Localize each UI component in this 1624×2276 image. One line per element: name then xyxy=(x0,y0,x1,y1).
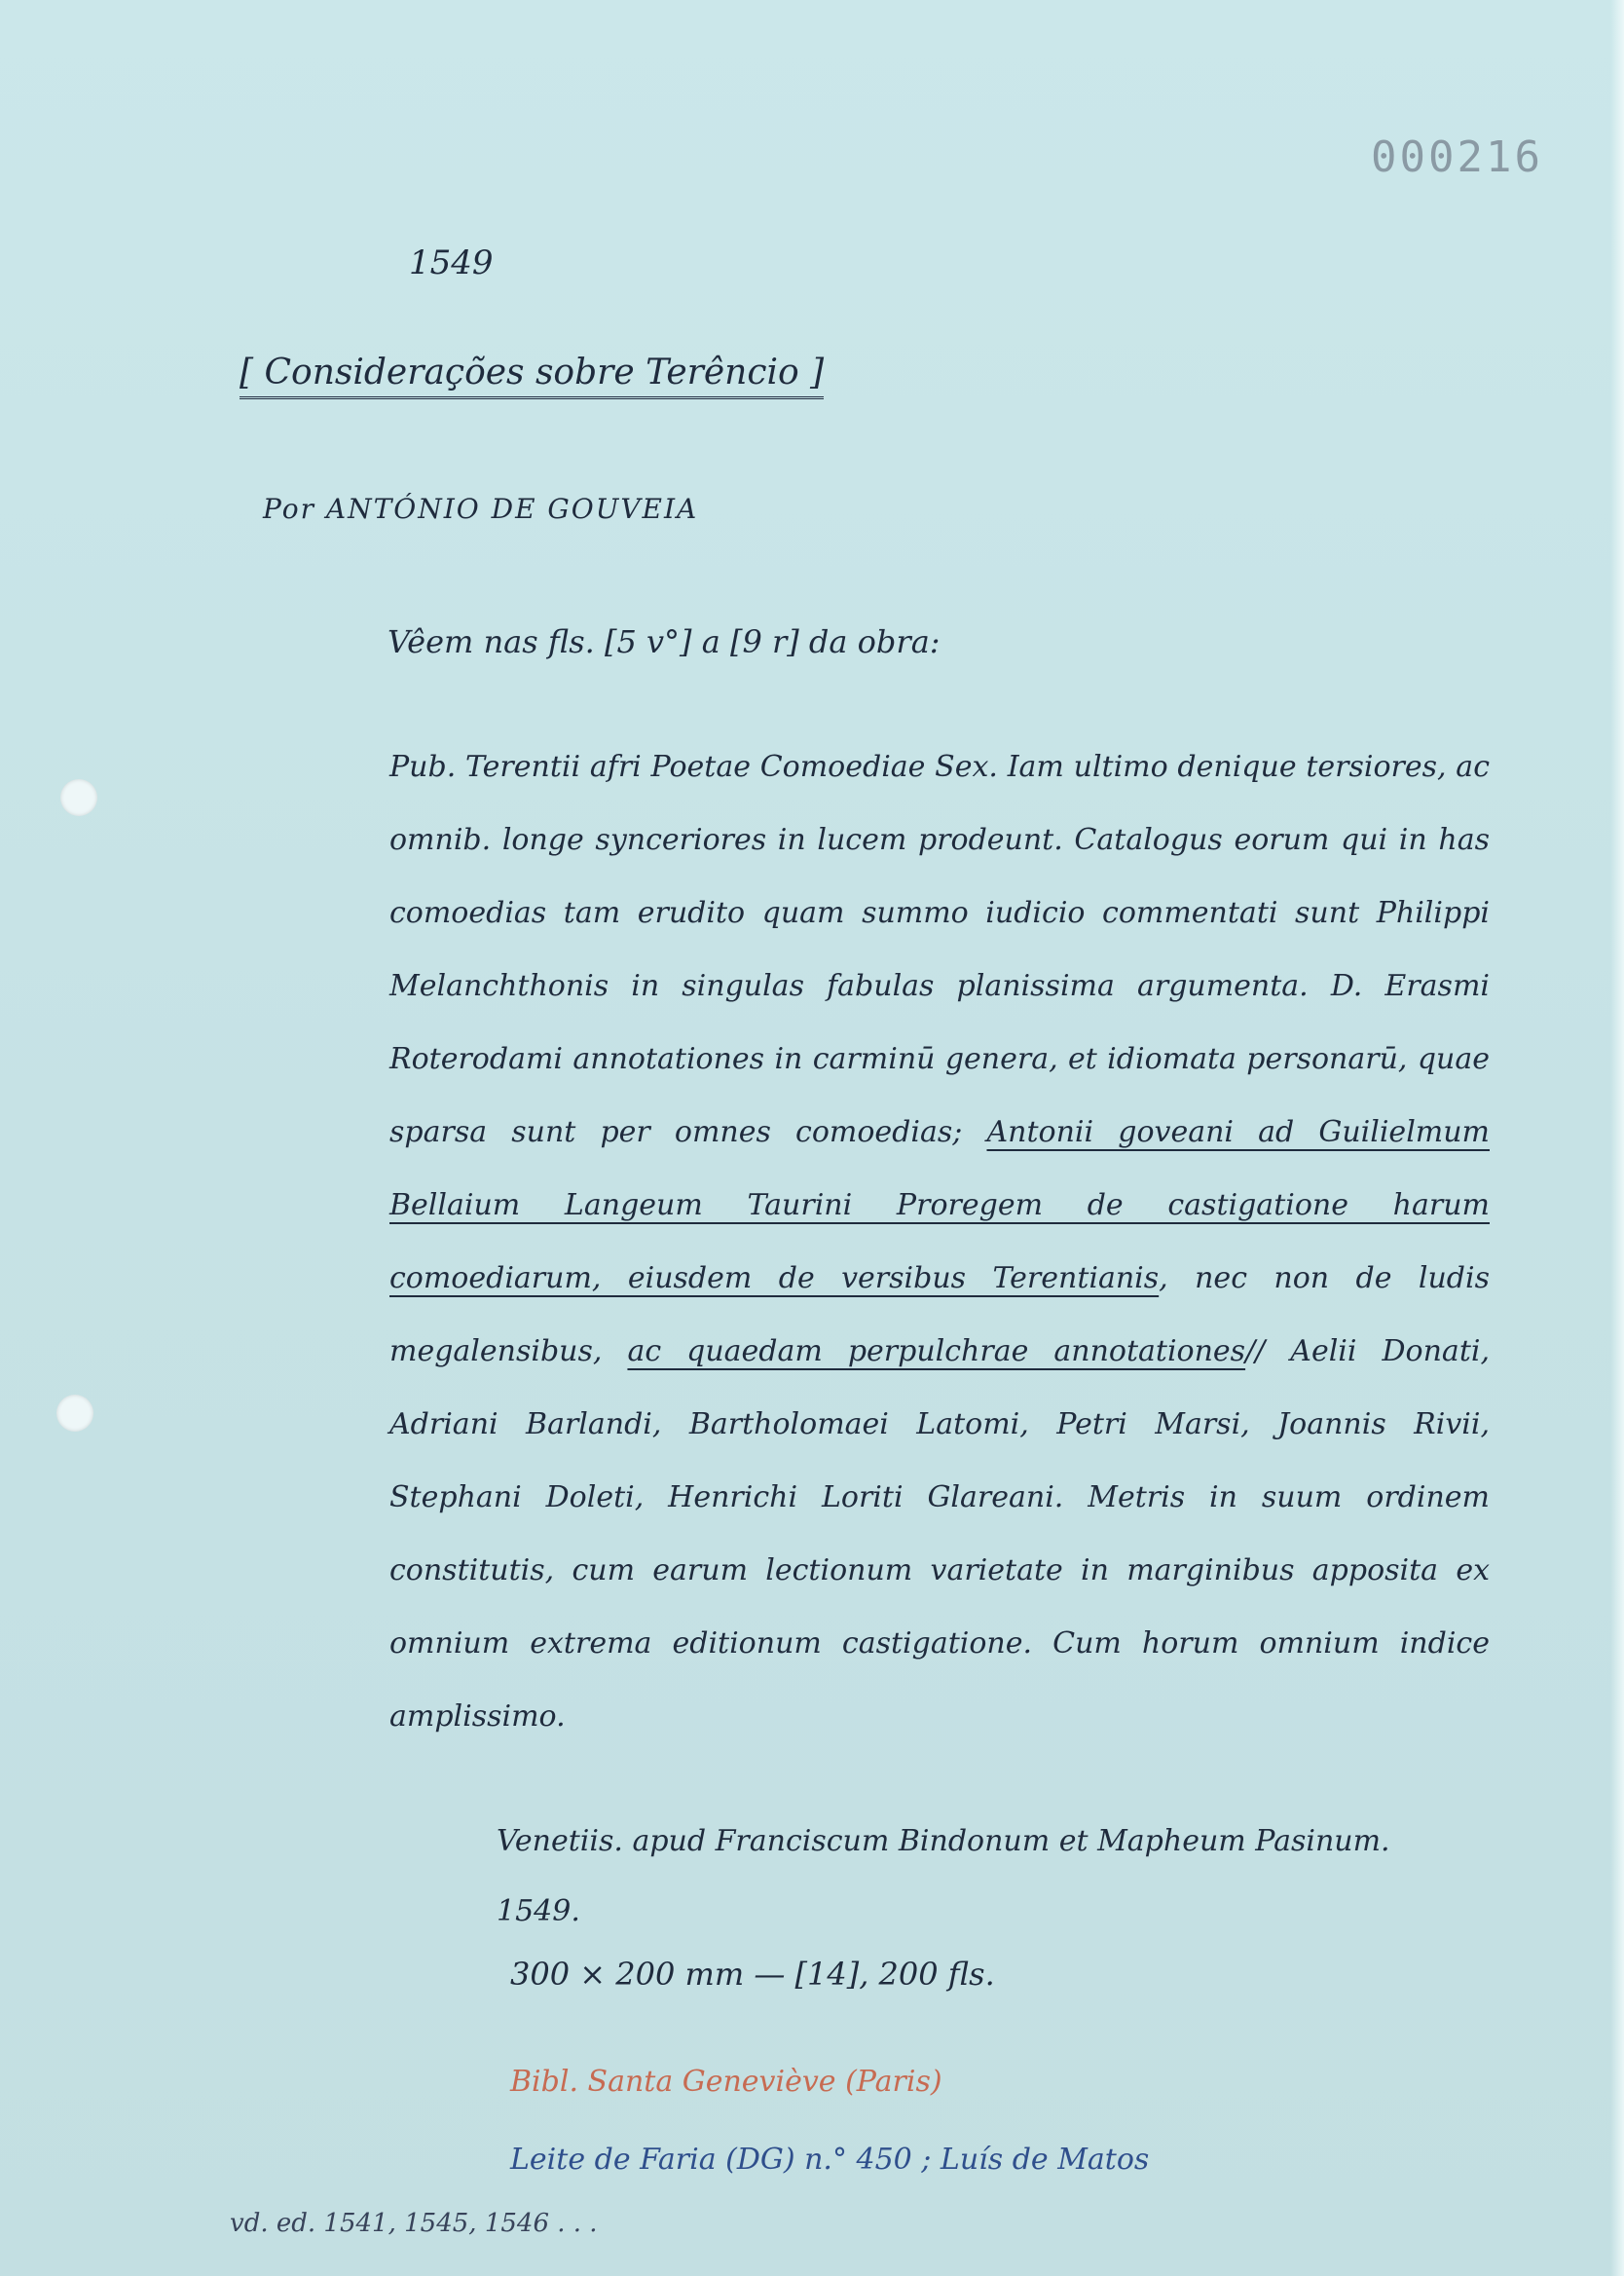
bibliographic-reference: Leite de Faria (DG) n.° 450 ; Luís de Matos xyxy=(510,2143,1150,2177)
archive-stamp-number: 000216 xyxy=(1371,132,1543,182)
punch-hole-bottom xyxy=(56,1395,93,1432)
year-heading: 1549 xyxy=(409,243,494,282)
body-text-part1: Pub. Terentii afri Poetae Comoediae Sex. Iam ultimo denique tersiores, ac omnib. longe synceriores in lucem prodeunt. Catalogus eorum qui in has comoedias tam erudito quam summo iudicio commentati sunt Philippi Melanchthonis in singulas fabulas planissima argumenta. D. Erasmi Roterodami annotationes in carminū genera, et idiomata personarū, quae sparsa sunt per omnes comoedias; xyxy=(389,750,1490,1149)
body-text-part2: , nec non de ludis megalensibus, xyxy=(389,1261,1490,1368)
work-title-transcription xyxy=(389,730,1490,1753)
imprint-year: 1549. xyxy=(497,1894,580,1928)
title-text: [ Considerações sobre Terêncio ] xyxy=(240,353,824,399)
imprint-place-printers: Venetiis. apud Franciscum Bindonum et Mapheum Pasinum. xyxy=(497,1824,1390,1858)
see-also-editions: vd. ed. 1541, 1545, 1546 . . . xyxy=(230,2209,598,2238)
body-underlined-part1: Antonii goveani ad Guilielmum Bellaium Langeum Taurini Proregem de castigatione harum comoediarum, eiusdem de versibus Terentianis xyxy=(389,1115,1490,1295)
library-location: Bibl. Santa Geneviève (Paris) xyxy=(510,2065,942,2099)
body-underlined-part2: ac quaedam perpulchrae annotationes xyxy=(627,1334,1246,1368)
document-title xyxy=(240,353,824,392)
body-text-part3: // Aelii Donati, Adriani Barlandi, Bartholomaei Latomi, Petri Marsi, Joannis Rivii, Stephani Doleti, Henrichi Loriti Glareani. Metris in suum ordinem constitutis, cum earum lectionum varietate in marginibus apposita ex omnium extrema editionum castigatione. Cum horum omnium indice amplissimo. xyxy=(389,1334,1491,1734)
intro-line: Vêem nas fls. [5 v°] a [9 r] da obra: xyxy=(388,623,941,660)
punch-hole-top xyxy=(60,779,97,816)
format-line: 300 × 200 mm — [14], 200 fls. xyxy=(510,1956,995,1993)
author-line: Por ANTÓNIO DE GOUVEIA xyxy=(263,493,699,525)
imprint xyxy=(497,1807,1390,1947)
